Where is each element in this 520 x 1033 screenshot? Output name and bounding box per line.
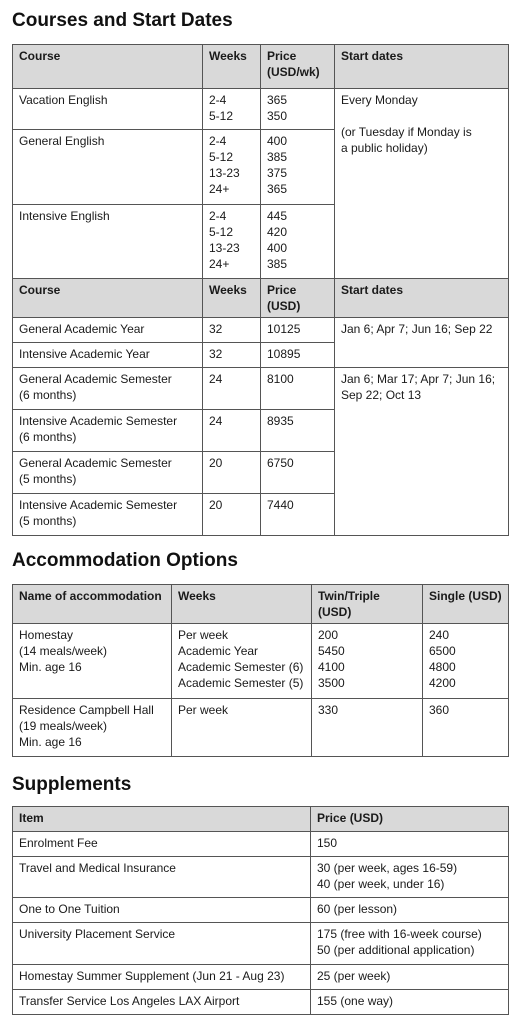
col-single: Single (USD) — [423, 585, 509, 624]
col-item: Item — [13, 807, 311, 832]
course-weeks: 20 — [203, 494, 261, 536]
course-start-dates: Jan 6; Apr 7; Jun 16; Sep 22 — [335, 318, 509, 368]
table-row — [13, 923, 509, 965]
course-start-dates: Every Monday (or Tuesday if Monday is a public holiday) — [335, 89, 509, 279]
course-name: Intensive Academic Semester (6 months) — [13, 410, 203, 452]
col-name: Name of accommodation — [13, 585, 172, 624]
supplement-price: 25 (per week) — [311, 965, 509, 990]
col-price: Price (USD) — [261, 279, 335, 318]
course-price: 10125 — [261, 318, 335, 343]
supplement-item: Homestay Summer Supplement (Jun 21 - Aug 23) — [13, 965, 311, 990]
col-weeks: Weeks — [203, 279, 261, 318]
course-price: 6750 — [261, 452, 335, 494]
courses-header-row-2 — [13, 279, 509, 318]
accommodation-table — [12, 584, 509, 757]
supplement-item: Enrolment Fee — [13, 832, 311, 857]
table-row — [13, 990, 509, 1015]
course-name: Intensive Academic Year — [13, 343, 203, 368]
table-row — [13, 699, 509, 757]
accommodation-title: Accommodation Options — [12, 550, 238, 571]
col-start-dates: Start dates — [335, 45, 509, 89]
accommodation-twin-price: 200 5450 4100 3500 — [312, 624, 423, 699]
courses-table — [12, 44, 509, 536]
supplement-price: 175 (free with 16-week course) 50 (per additional application) — [311, 923, 509, 965]
accommodation-single-price: 240 6500 4800 4200 — [423, 624, 509, 699]
course-name: General Academic Semester (6 months) — [13, 368, 203, 410]
accommodation-weeks: Per week Academic Year Academic Semester (6) Academic Semester (5) — [172, 624, 312, 699]
course-start-dates: Jan 6; Mar 17; Apr 7; Jun 16; Sep 22; Oct 13 — [335, 368, 509, 536]
accommodation-header-row — [13, 585, 509, 624]
supplements-title: Supplements — [12, 774, 132, 795]
course-weeks: 20 — [203, 452, 261, 494]
col-start-dates: Start dates — [335, 279, 509, 318]
accommodation-weeks: Per week — [172, 699, 312, 757]
supplement-item: Travel and Medical Insurance — [13, 857, 311, 898]
course-weeks: 2-4 5-12 13-23 24+ — [203, 130, 261, 205]
course-weeks: 2-4 5-12 13-23 24+ — [203, 205, 261, 279]
accommodation-single-price: 360 — [423, 699, 509, 757]
courses-header-row — [13, 45, 509, 89]
course-name: General English — [13, 130, 203, 205]
table-row — [13, 898, 509, 923]
supplement-item: One to One Tuition — [13, 898, 311, 923]
table-row — [13, 857, 509, 898]
col-course: Course — [13, 279, 203, 318]
col-weeks: Weeks — [172, 585, 312, 624]
accommodation-name: Homestay (14 meals/week) Min. age 16 — [13, 624, 172, 699]
table-row — [13, 965, 509, 990]
course-price: 8935 — [261, 410, 335, 452]
course-name: General Academic Semester (5 months) — [13, 452, 203, 494]
course-price: 10895 — [261, 343, 335, 368]
course-price: 7440 — [261, 494, 335, 536]
course-name: Intensive Academic Semester (5 months) — [13, 494, 203, 536]
table-row — [13, 624, 509, 699]
course-weeks: 32 — [203, 318, 261, 343]
course-name: Intensive English — [13, 205, 203, 279]
course-price: 365 350 — [261, 89, 335, 130]
supplement-price: 150 — [311, 832, 509, 857]
course-price: 8100 — [261, 368, 335, 410]
col-twin-triple: Twin/Triple (USD) — [312, 585, 423, 624]
course-name: Vacation English — [13, 89, 203, 130]
course-weeks: 2-4 5-12 — [203, 89, 261, 130]
accommodation-name: Residence Campbell Hall (19 meals/week) Min. age 16 — [13, 699, 172, 757]
course-name: General Academic Year — [13, 318, 203, 343]
supplement-price: 155 (one way) — [311, 990, 509, 1015]
accommodation-twin-price: 330 — [312, 699, 423, 757]
supplement-item: University Placement Service — [13, 923, 311, 965]
table-row — [13, 832, 509, 857]
supplements-table — [12, 806, 509, 1015]
courses-title: Courses and Start Dates — [12, 10, 233, 31]
table-row — [13, 368, 509, 410]
col-price: Price (USD/wk) — [261, 45, 335, 89]
supplement-item: Transfer Service Los Angeles LAX Airport — [13, 990, 311, 1015]
col-course: Course — [13, 45, 203, 89]
course-weeks: 24 — [203, 368, 261, 410]
supplement-price: 30 (per week, ages 16-59) 40 (per week, under 16) — [311, 857, 509, 898]
col-price: Price (USD) — [311, 807, 509, 832]
course-weeks: 32 — [203, 343, 261, 368]
course-price: 400 385 375 365 — [261, 130, 335, 205]
course-price: 445 420 400 385 — [261, 205, 335, 279]
supplements-header-row — [13, 807, 509, 832]
table-row — [13, 318, 509, 343]
course-weeks: 24 — [203, 410, 261, 452]
col-weeks: Weeks — [203, 45, 261, 89]
supplement-price: 60 (per lesson) — [311, 898, 509, 923]
table-row — [13, 89, 509, 130]
